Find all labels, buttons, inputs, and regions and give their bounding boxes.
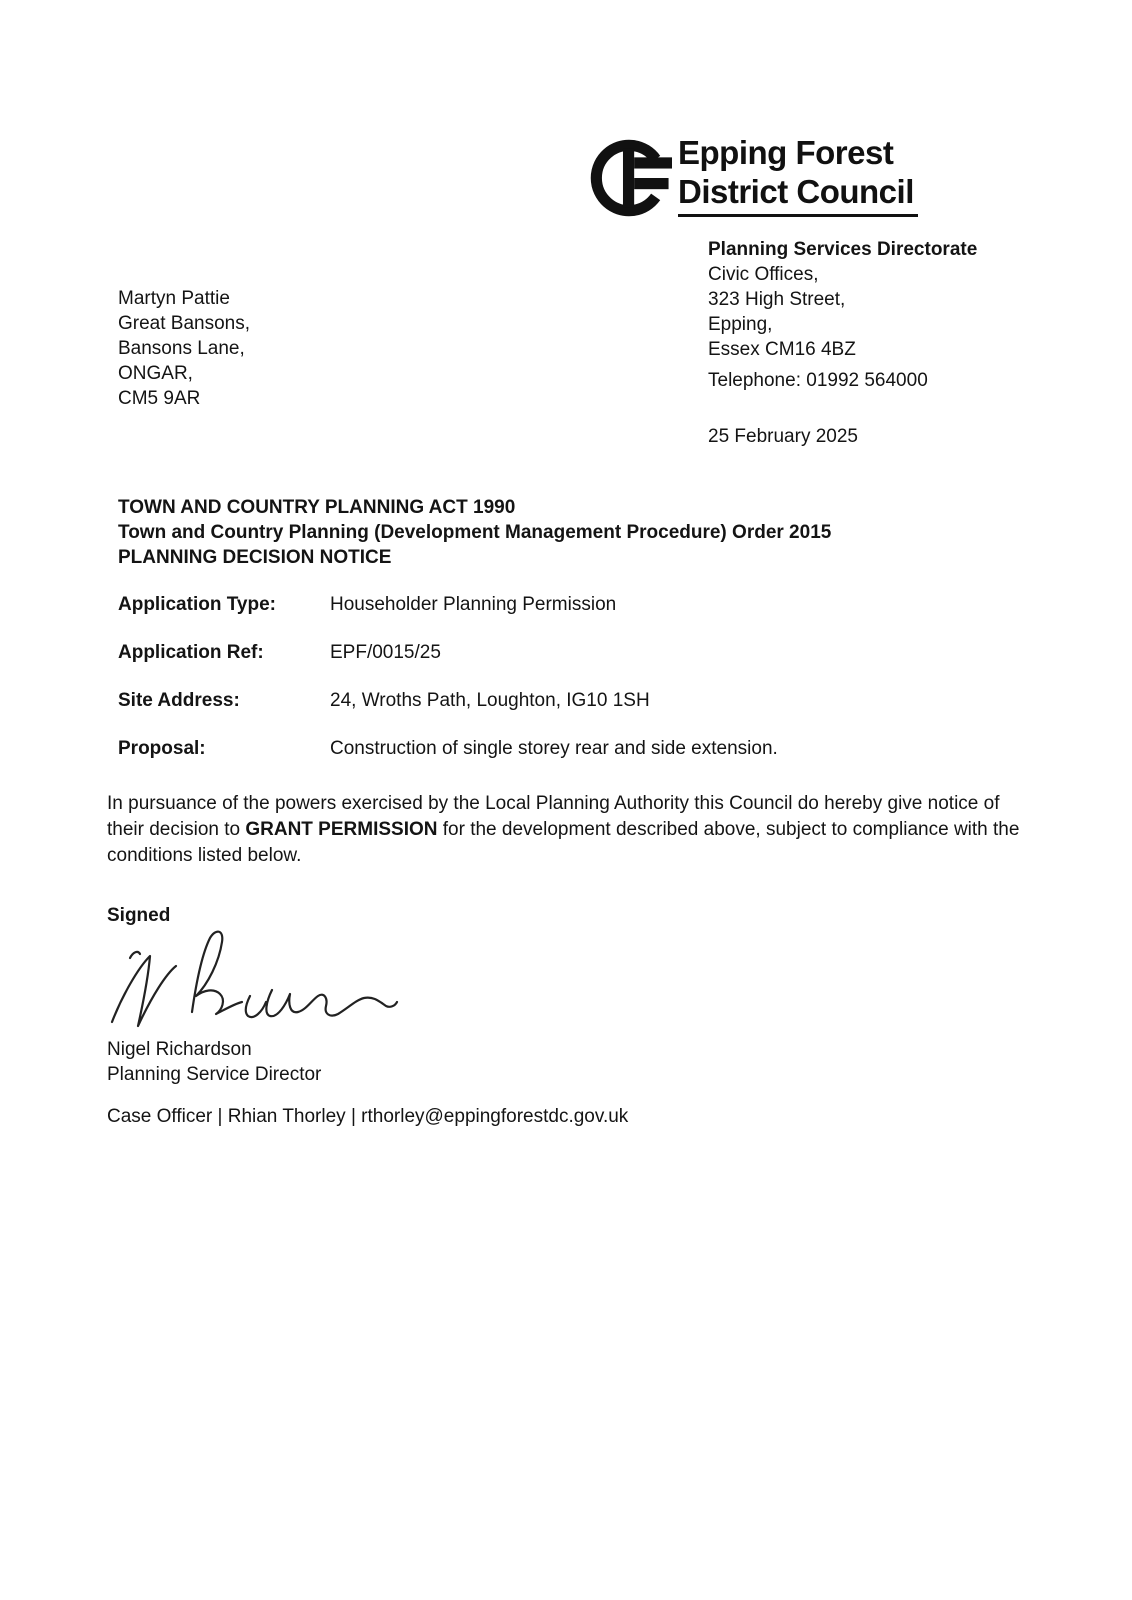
sender-address-line: Essex CM16 4BZ [708,339,856,360]
council-name-line1: Epping Forest [678,134,894,171]
heading-order: Town and Country Planning (Development Management Procedure) Order 2015 [118,522,832,543]
field-label: Application Type: [118,594,276,615]
heading-act: TOWN AND COUNTRY PLANNING ACT 1990 [118,497,516,518]
council-logo [586,133,918,221]
field-site-address [118,688,1048,713]
sender-address-line: Epping, [708,314,773,335]
field-label: Proposal: [118,738,206,759]
signature-image [100,922,400,1040]
recipient-line: Martyn Pattie [118,288,230,309]
recipient-line: CM5 9AR [118,388,201,409]
signatory-block [107,1037,321,1087]
field-value: Householder Planning Permission [330,594,617,615]
council-logo-text [678,133,918,217]
field-application-type [118,592,1048,617]
decision-grant-permission: GRANT PERMISSION [245,819,438,840]
field-value: EPF/0015/25 [330,642,441,663]
recipient-line: Great Bansons, [118,313,251,334]
case-officer-line: Case Officer | Rhian Thorley | rthorley@eppingforestdc.gov.uk [107,1106,629,1127]
notice-heading-block [118,495,831,570]
field-value: Construction of single storey rear and side extension. [330,738,778,759]
letter-date: 25 February 2025 [708,426,858,447]
signatory-name: Nigel Richardson [107,1039,252,1060]
sender-telephone: Telephone: 01992 564000 [708,370,928,391]
sender-directorate: Planning Services Directorate [708,239,978,260]
decision-text-before: In pursuance of the powers exercised by the Local Planning Authority this Council do hereby give notice of their decision to [107,793,1000,840]
signed-label: Signed [107,905,171,926]
field-label: Site Address: [118,690,240,711]
heading-notice-title: PLANNING DECISION NOTICE [118,547,392,568]
recipient-line: ONGAR, [118,363,193,384]
sender-address-line: Civic Offices, [708,264,819,285]
decision-paragraph [107,791,1037,869]
application-fields [118,592,1048,779]
field-application-ref [118,640,1048,665]
council-logo-icon [586,135,672,221]
decision-text-after: for the development described above, subject to compliance with the conditions listed below. [107,819,1020,866]
recipient-line: Bansons Lane, [118,338,245,359]
field-proposal [118,736,1048,761]
sender-address-line: 323 High Street, [708,289,846,310]
recipient-address-block [118,286,250,411]
field-value: 24, Wroths Path, Loughton, IG10 1SH [330,690,650,711]
sender-address-block [708,237,977,362]
council-name-line2: District Council [678,173,914,210]
signatory-title: Planning Service Director [107,1064,322,1085]
field-label: Application Ref: [118,642,264,663]
